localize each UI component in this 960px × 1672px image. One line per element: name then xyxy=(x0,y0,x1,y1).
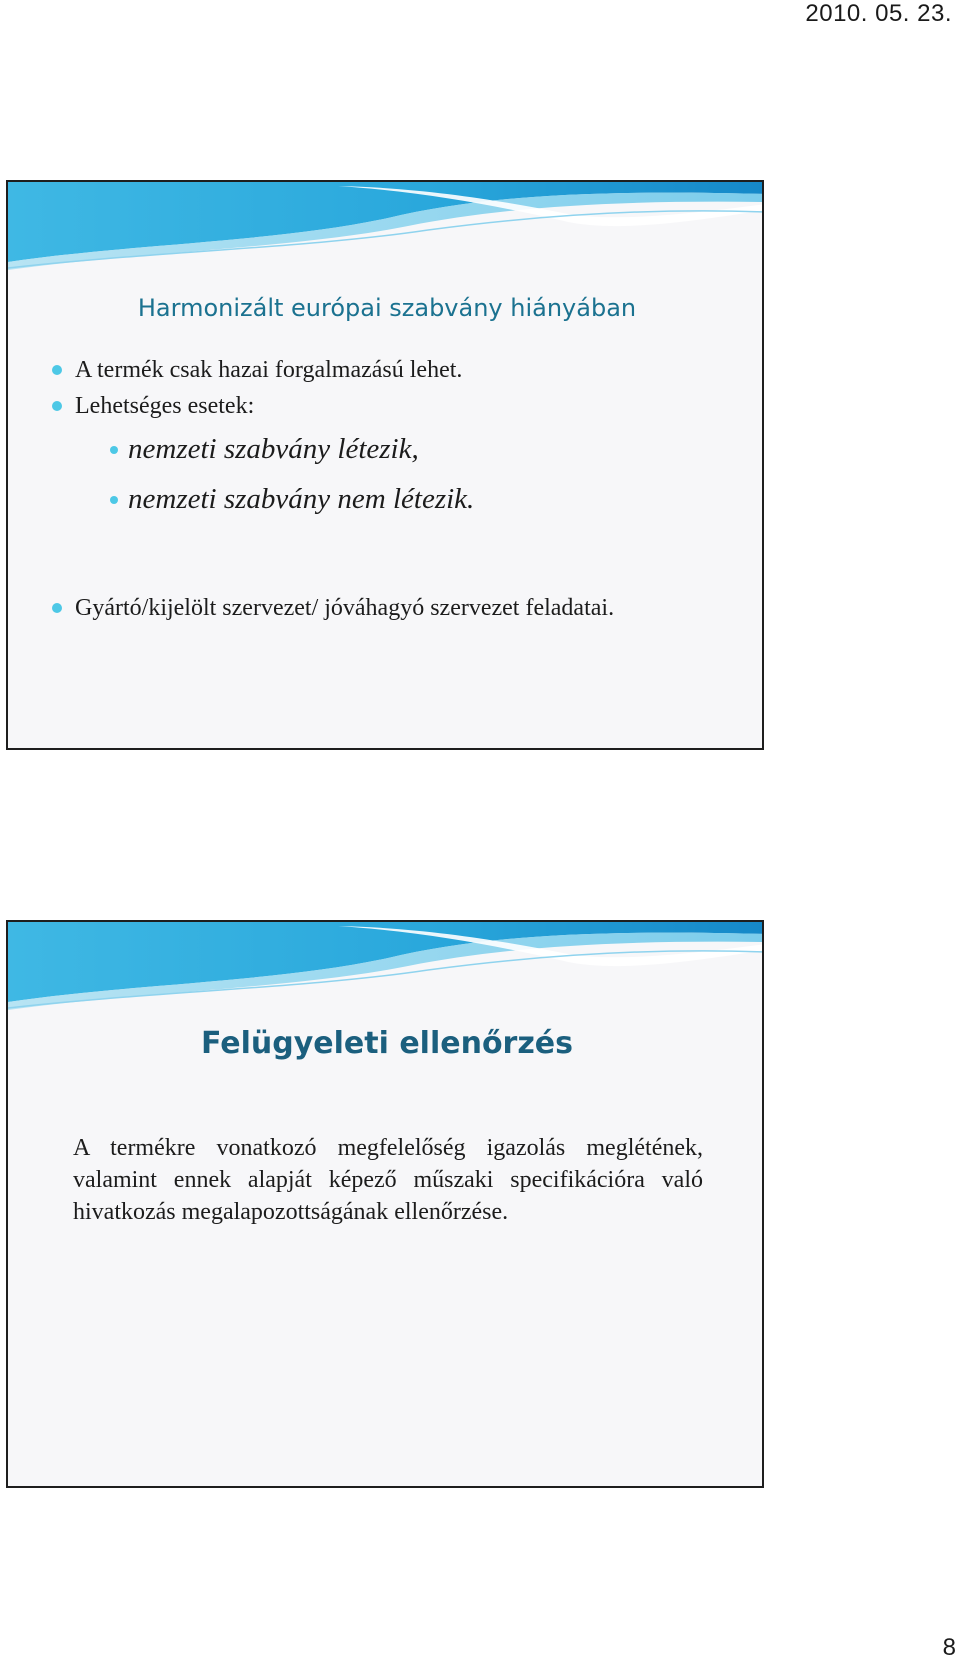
slide-1-bullet-list xyxy=(8,352,764,524)
page-number: 8 xyxy=(942,1634,956,1661)
bullet-icon xyxy=(52,603,62,613)
bullet-icon xyxy=(110,496,118,504)
bullet-icon xyxy=(52,365,62,375)
sub-list-item: nemzeti szabvány létezik, xyxy=(8,424,764,474)
slide-1-header-wave xyxy=(8,182,764,272)
sub-list-item: nemzeti szabvány nem létezik. xyxy=(8,474,764,524)
document-date: 2010. 05. 23. xyxy=(805,0,952,27)
list-item: A termék csak hazai forgalmazású lehet. xyxy=(8,352,764,388)
slide-2-paragraph: A termékre vonatkozó megfelelőség igazolás meglétének, valamint ennek alapját képező műszaki specifikációra való hivatkozás megalapozottságának ellenőrzése. xyxy=(73,1135,703,1225)
list-item: Gyártó/kijelölt szervezet/ jóváhagyó szervezet feladatai. xyxy=(8,592,715,624)
slide-2 xyxy=(6,920,764,1488)
list-item: Lehetséges esetek: xyxy=(8,388,764,424)
slide-1 xyxy=(6,180,764,750)
slide-2-title: Felügyeleti ellenőrzés xyxy=(200,1026,574,1061)
bullet-icon xyxy=(110,446,118,454)
slide-2-header-wave xyxy=(8,922,764,1012)
slide-1-title: Harmonizált európai szabvány hiányában xyxy=(137,294,637,322)
bullet-icon xyxy=(52,401,62,411)
